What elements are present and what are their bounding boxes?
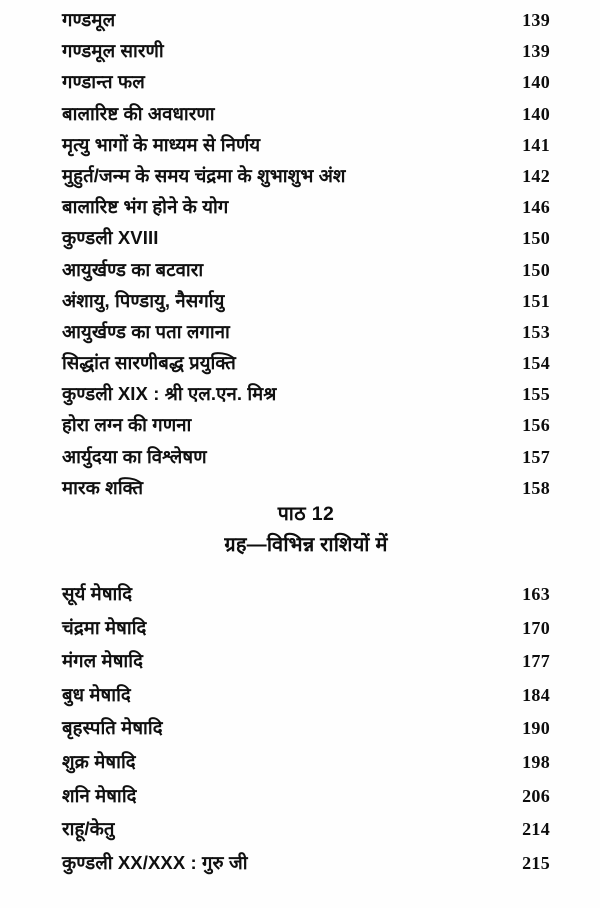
toc-entry-title: कुण्डली XIX : श्री एल.एन. मिश्र [62,383,277,405]
toc-entry-title: बालारिष्ट भंग होने के योग [62,196,229,218]
toc-entry-title: शुक्र मेषादि [62,750,136,772]
toc-entry-page-number: 141 [522,134,550,155]
toc-entry-page-number: 163 [522,584,550,604]
toc-entry-row[interactable] [0,651,600,685]
toc-entry-title: शनि मेषादि [62,784,137,806]
toc-entry-title: आयुर्खण्ड का बटवारा [62,258,204,280]
toc-entry-title: मंगल मेषादि [62,650,144,672]
toc-entry-page-number: 140 [522,72,550,93]
toc-entry-title: सिद्धांत सारणीबद्ध प्रयुक्ति [62,352,236,374]
chapter-number-label: पाठ 12 [277,503,335,525]
toc-entry-title: राहू/केतु [62,818,115,840]
toc-entry-row[interactable] [0,260,600,291]
toc-entry-row[interactable] [0,819,600,853]
toc-entry-row[interactable] [0,10,600,41]
toc-entry-title: गण्डान्त फल [62,71,145,93]
toc-entry-row[interactable] [0,786,600,820]
toc-entry-row[interactable] [0,41,600,72]
toc-entry-page-number: 153 [522,321,550,342]
toc-entry-title: सूर्य मेषादि [62,583,133,604]
toc-entry-page-number: 198 [522,751,550,772]
toc-entry-title: बालारिष्ट की अवधारणा [62,102,215,124]
chapter-title-label: ग्रह—विभिन्न राशियों में [224,534,388,557]
toc-entry-row[interactable] [0,353,600,384]
toc-entry-row[interactable] [0,447,600,478]
toc-entry-page-number: 150 [522,259,550,280]
toc-entry-page-number: 139 [522,41,550,62]
toc-entry-page-number: 214 [522,819,550,840]
toc-entry-row[interactable] [0,415,600,446]
toc-entry-page-number: 158 [522,477,550,498]
toc-entry-title: गण्डमूल [62,9,116,30]
toc-entry-page-number: 146 [522,197,550,218]
toc-entry-page-number: 156 [522,415,550,436]
toc-entry-page-number: 140 [522,103,550,124]
toc-entry-page-number: 150 [522,228,550,249]
toc-entry-row[interactable] [0,384,600,415]
toc-section-lower [0,584,600,886]
toc-entry-title: कुण्डली XVIII [62,227,159,249]
toc-entry-row[interactable] [0,322,600,353]
toc-entry-page-number: 170 [522,617,550,638]
toc-entry-page-number: 177 [522,651,550,672]
toc-entry-title: मुहुर्त/जन्म के समय चंद्रमा के शुभाशुभ अंश [62,164,346,186]
toc-entry-title: चंद्रमा मेषादि [62,616,147,638]
toc-entry-page-number: 154 [522,353,550,374]
toc-entry-title: आर्युदया का विश्लेषण [62,445,207,467]
toc-entry-row[interactable] [0,718,600,752]
toc-entry-page-number: 155 [522,384,550,405]
toc-entry-title: गण्डमूल सारणी [62,40,164,62]
toc-entry-row[interactable] [0,72,600,103]
toc-entry-page-number: 151 [522,290,550,311]
toc-entry-page-number: 184 [522,684,550,705]
toc-entry-row[interactable] [0,166,600,197]
toc-entry-title: अंशायु, पिण्डायु, नैसर्गायु [62,289,225,311]
toc-entry-page-number: 139 [522,10,550,30]
toc-section-upper [0,10,600,509]
toc-entry-title: बुध मेषादि [62,683,131,705]
toc-entry-row[interactable] [0,104,600,135]
toc-entry-title: बृहस्पति मेषादि [62,717,163,739]
toc-entry-page-number: 142 [522,165,550,186]
toc-entry-title: मारक शक्ति [62,476,144,498]
toc-entry-title: आयुर्खण्ड का पता लगाना [62,320,230,342]
toc-entry-row[interactable] [0,197,600,228]
toc-entry-page-number: 157 [522,446,550,467]
toc-entry-row[interactable] [0,853,600,887]
toc-entry-title: कुण्डली XX/XXX : गुरु जी [62,851,248,873]
toc-entry-row[interactable] [0,135,600,166]
toc-entry-page-number: 206 [522,785,550,806]
toc-entry-title: होरा लग्न की गणना [62,414,192,436]
chapter-heading [0,504,600,556]
toc-entry-row[interactable] [0,584,600,618]
toc-entry-row[interactable] [0,685,600,719]
toc-entry-row[interactable] [0,228,600,259]
toc-entry-row[interactable] [0,618,600,652]
toc-entry-page-number: 190 [522,718,550,739]
toc-entry-row[interactable] [0,752,600,786]
toc-entry-title: मृत्यु भागों के माध्यम से निर्णय [62,133,261,155]
toc-entry-page-number: 215 [522,852,550,873]
toc-entry-row[interactable] [0,291,600,322]
